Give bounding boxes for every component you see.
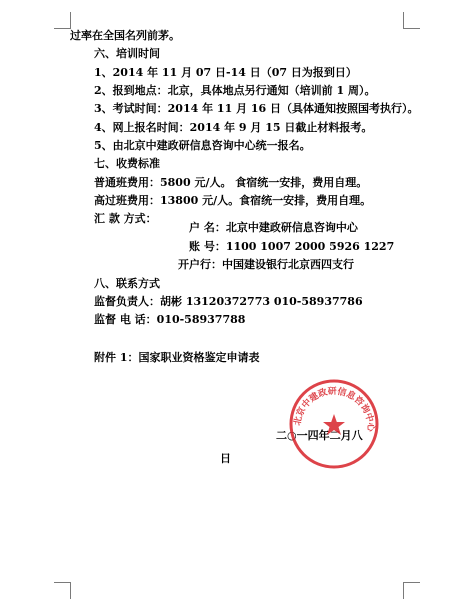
section-heading-contact: 八、联系方式 — [94, 277, 160, 290]
body-line: 过率在全国名列前茅。 — [70, 29, 180, 42]
date-line-continuation: 日 — [220, 452, 231, 465]
account-name-line: 户 名：北京中建政研信息咨询中心 — [189, 221, 358, 234]
remittance-label: 汇 款 方式： — [94, 212, 157, 225]
section-heading-training-time: 六、培训时间 — [94, 47, 160, 60]
crop-mark-bottom-right — [403, 582, 420, 599]
crop-mark-top-right — [403, 12, 420, 29]
official-seal-stamp — [288, 378, 380, 470]
fee-line: 高过班费用：13800 元/人。食宿统一安排，费用自理。 — [94, 194, 372, 207]
list-item: 2、报到地点：北京，具体地点另行通知（培训前 1 周）。 — [94, 84, 376, 97]
section-heading-fees: 七、收费标准 — [94, 157, 160, 170]
list-item: 4、网上报名时间：2014 年 9 月 15 日截止材料报考。 — [94, 121, 373, 134]
list-item: 1、2014 年 11 月 07 日-14 日（07 日为报到日） — [94, 66, 357, 79]
contact-phone-line: 监督 电 话：010-58937788 — [94, 313, 246, 326]
fee-line: 普通班费用：5800 元/人。 食宿统一安排，费用自理。 — [94, 176, 368, 189]
contact-supervisor-line: 监督负责人：胡彬 13120372773 010-58937786 — [94, 295, 363, 308]
list-item: 3、考试时间：2014 年 11 月 16 日（具体通知按照国考执行）。 — [94, 102, 419, 115]
list-item: 5、由北京中建政研信息咨询中心统一报名。 — [94, 139, 311, 152]
crop-mark-top-left — [54, 12, 71, 29]
attachment-line: 附件 1：国家职业资格鉴定申请表 — [94, 351, 260, 364]
svg-text:北京中建政研信息咨询中心: 北京中建政研信息咨询中心 — [292, 386, 376, 432]
crop-mark-bottom-left — [54, 582, 71, 599]
account-number-line: 账 号：1100 1007 2000 5926 1227 — [189, 240, 395, 253]
bank-line: 开户行：中国建设银行北京西四支行 — [178, 258, 354, 271]
date-line: 二○一四年二月八 — [276, 429, 363, 442]
